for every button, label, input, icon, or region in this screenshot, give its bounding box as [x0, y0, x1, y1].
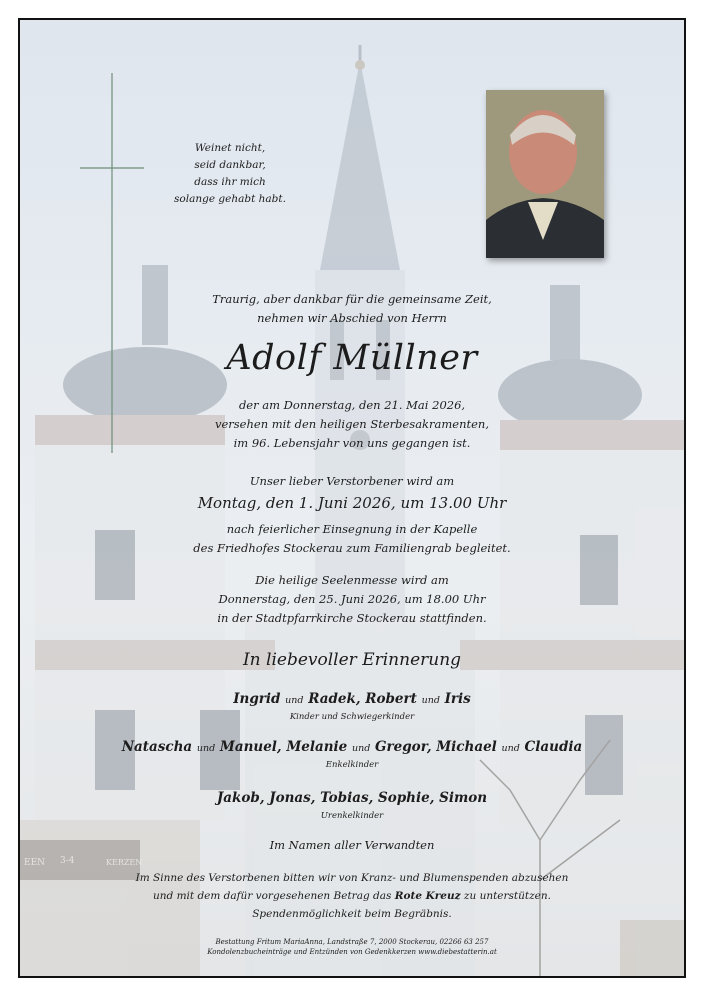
funeral-details-line: des Friedhofes Stockerau zum Familiengrab begleitet.	[193, 541, 511, 555]
obituary-frame	[18, 18, 686, 978]
conjunction: und	[501, 743, 520, 754]
family-name: Gregor, Michael	[375, 739, 497, 755]
death-notice-line: versehen mit den heiligen Sterbesakramenten,	[214, 417, 489, 431]
family-name: Manuel, Melanie	[219, 739, 348, 755]
sign-text-right: KERZEN	[106, 858, 143, 867]
portrait-image	[486, 90, 604, 258]
sign-text-middle: 3-4	[60, 856, 75, 866]
sign-text-left: EEN	[24, 858, 46, 868]
family-name: Iris	[444, 691, 471, 707]
conjunction: und	[421, 695, 440, 706]
death-notice-line: der am Donnerstag, den 21. Mai 2026,	[238, 398, 466, 412]
footer-line: Kondolenzbucheinträge und Entzünden von Gedenkkerzen www.diebestatterin.at	[207, 948, 497, 956]
portrait-photo	[486, 90, 604, 258]
conjunction: und	[285, 695, 304, 706]
footer-line: Bestattung Fritum MariaAnna, Landstraße 7, 2000 Stockerau, 02266 63 257	[215, 938, 489, 946]
conjunction: und	[196, 743, 216, 754]
intro-line: Traurig, aber dankbar für die gemeinsame Zeit,	[212, 292, 492, 306]
mass-line: Die heilige Seelenmesse wird am	[255, 573, 449, 587]
mass-line: Donnerstag, den 25. Juni 2026, um 18.00 Uhr	[218, 592, 486, 606]
relatives-line: Im Namen aller Verwandten	[269, 838, 435, 852]
mass-line: in der Stadtpfarrkirche Stockerau stattfinden.	[217, 611, 487, 625]
relation-label: Enkelkinder	[325, 760, 379, 770]
funeral-intro: Unser lieber Verstorbener wird am	[249, 474, 455, 488]
donation-text: zu unterstützen.	[460, 890, 551, 902]
funeral-date: Montag, den 1. Juni 2026, um 13.00 Uhr	[197, 494, 507, 512]
remembrance-heading: In liebevoller Erinnerung	[242, 650, 462, 670]
family-name: Natascha	[121, 739, 193, 755]
donation-line: Spendenmöglichkeit beim Begräbnis.	[252, 908, 452, 920]
relation-label: Kinder und Schwiegerkinder	[289, 712, 415, 722]
funeral-details-line: nach feierlicher Einsegnung in der Kapelle	[226, 522, 478, 536]
conjunction: und	[351, 743, 371, 754]
intro-line: nehmen wir Abschied von Herrn	[257, 311, 447, 325]
relation-label: Urenkelkinder	[320, 811, 384, 821]
deceased-name: Adolf Müllner	[226, 338, 478, 378]
motto-line: solange gehabt habt.	[174, 193, 286, 205]
red-cross-name: Rote Kreuz	[394, 890, 461, 902]
death-notice-line: im 96. Lebensjahr von uns gegangen ist.	[233, 436, 471, 450]
motto-line: Weinet nicht,	[194, 142, 266, 154]
motto	[150, 140, 310, 208]
motto-line: seid dankbar,	[194, 159, 266, 171]
donation-line: Im Sinne des Verstorbenen bitten wir von Kranz- und Blumenspenden abzusehen	[135, 872, 569, 884]
donation-text: und mit dem dafür vorgesehenen Betrag das	[153, 890, 395, 902]
family-name: Radek, Robert	[308, 691, 417, 707]
family-grandchildren	[20, 739, 684, 755]
family-greatgrandchildren: Jakob, Jonas, Tobias, Sophie, Simon	[216, 790, 488, 806]
family-name: Claudia	[524, 739, 583, 755]
donation-line	[20, 887, 684, 906]
family-name: Ingrid	[233, 691, 281, 707]
family-children	[20, 691, 684, 707]
motto-line: dass ihr mich	[194, 176, 266, 188]
